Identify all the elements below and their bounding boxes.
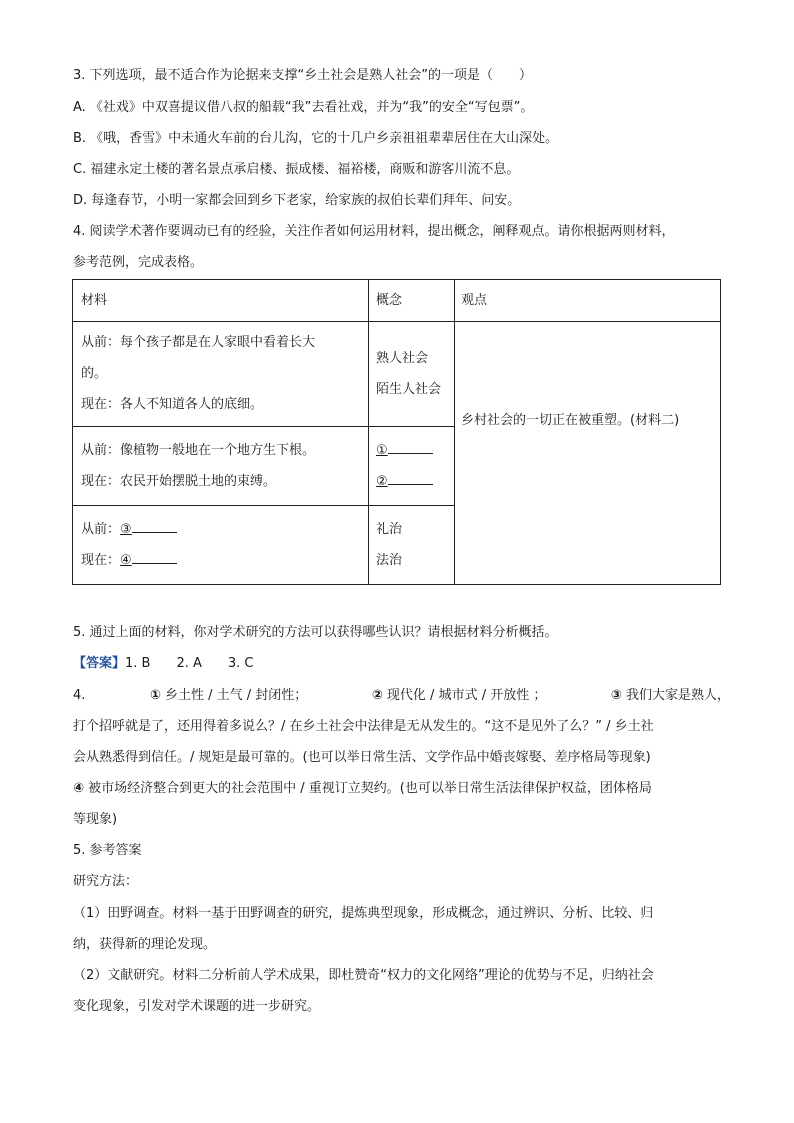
- q5-stem: 5. 通过上面的材料，你对学术研究的方法可以获得哪些认识？请根据材料分析概括。: [73, 625, 558, 640]
- row2-material-line1: 从前：像植物一般地在一个地方生下根。: [81, 443, 316, 458]
- blank-underline: [388, 472, 433, 485]
- table-header-material: 材料: [81, 293, 108, 308]
- answer-summary: [73, 654, 254, 674]
- q3-option-b: B. 《哦，香雪》中未通火车前的台儿沟，它的十几户乡亲祖祖辈辈居住在大山深处。: [73, 131, 559, 146]
- answer-choices: 1. B 2. A 3. C: [125, 656, 254, 671]
- a5-p1-line2: 纳，获得新的理论发现。: [73, 937, 217, 952]
- a5-methods: 研究方法：: [73, 874, 139, 889]
- answer-tag: 【答案】: [73, 656, 126, 671]
- q3-option-d: D. 每逢春节，小明一家都会回到乡下老家，给家族的叔伯长辈们拜年、问安。: [73, 193, 521, 208]
- row3-concept-line1: 礼治: [376, 522, 403, 537]
- a4-line5: 等现象): [73, 812, 118, 827]
- row1-material-line1: 从前：每个孩子都是在人家眼中看着长大: [81, 335, 316, 350]
- row3-material-line1[interactable]: 从前：③: [81, 520, 177, 540]
- a4-line3: 会从熟悉得到信任。/ 规矩是最可靠的。(也可以举日常生活、文学作品中婚丧嫁娶、差序格局等现象): [73, 750, 651, 765]
- a4-line2: 打个招呼就是了，还用得着多说么？/ 在乡土社会中法律是无从发生的。“这不是见外了么？” / 乡土社: [73, 719, 654, 734]
- row2-blank-1[interactable]: ①: [376, 441, 433, 461]
- row3-material-line2[interactable]: 现在：④: [81, 551, 177, 571]
- q3-option-c: C. 福建永定土楼的著名景点承启楼、振成楼、福裕楼，商贩和游客川流不息。: [73, 162, 520, 177]
- q3-option-a: A. 《社戏》中双喜提议借八叔的船载“我”去看社戏，并为“我”的安全“写包票”。: [73, 100, 534, 115]
- blank-underline: [132, 551, 177, 564]
- a5-p1-line1: （1）田野调查。材料一基于田野调查的研究，提炼典型现象，形成概念，通过辨识、分析、比较、归: [73, 906, 654, 921]
- a5-title: 5. 参考答案: [73, 843, 142, 858]
- a4-line4: ④ 被市场经济整合到更大的社会范围中 / 重视订立契约。(也可以举日常生活法律保护权益，团体格局: [73, 781, 652, 796]
- blank-underline: [132, 520, 177, 533]
- blank-underline: [388, 441, 433, 454]
- row3-concept-line2: 法治: [376, 553, 403, 568]
- row1-material-line3: 现在：各人不知道各人的底细。: [81, 397, 264, 412]
- table-header-concept: 概念: [376, 293, 403, 308]
- a5-p2-line2: 变化现象，引发对学术课题的进一步研究。: [73, 999, 321, 1014]
- q4-stem-line1: 4. 阅读学术著作要调动已有的经验，关注作者如何运用材料，提出概念，阐释观点。请你根据两则材料，: [73, 224, 675, 239]
- material-table: [72, 279, 721, 585]
- row2-blank-2[interactable]: ②: [376, 472, 433, 492]
- a5-p2-line1: （2）文献研究。材料二分析前人学术成果，即杜赞奇“权力的文化网络”理论的优势与不足，归纳社会: [73, 968, 654, 983]
- row1-concept-line1: 熟人社会: [376, 351, 429, 366]
- q4-stem-line2: 参考范例，完成表格。: [73, 255, 204, 270]
- viewpoint-cell: 乡村社会的一切正在被重塑。(材料二): [461, 413, 680, 428]
- table-header-viewpoint: 观点: [461, 293, 488, 308]
- row1-material-line2: 的。: [81, 366, 108, 381]
- row1-concept-line2: 陌生人社会: [376, 382, 442, 397]
- q3-stem: 3. 下列选项，最不适合作为论据来支撑“乡土社会是熟人社会”的一项是（ ）: [73, 68, 533, 83]
- a4-line1: 4. ① 乡土性 / 土气 / 封闭性； ② 现代化 / 城市式 / 开放性 ； ③ 我们大家是熟人，: [73, 688, 730, 703]
- row2-material-line2: 现在：农民开始摆脱土地的束缚。: [81, 474, 277, 489]
